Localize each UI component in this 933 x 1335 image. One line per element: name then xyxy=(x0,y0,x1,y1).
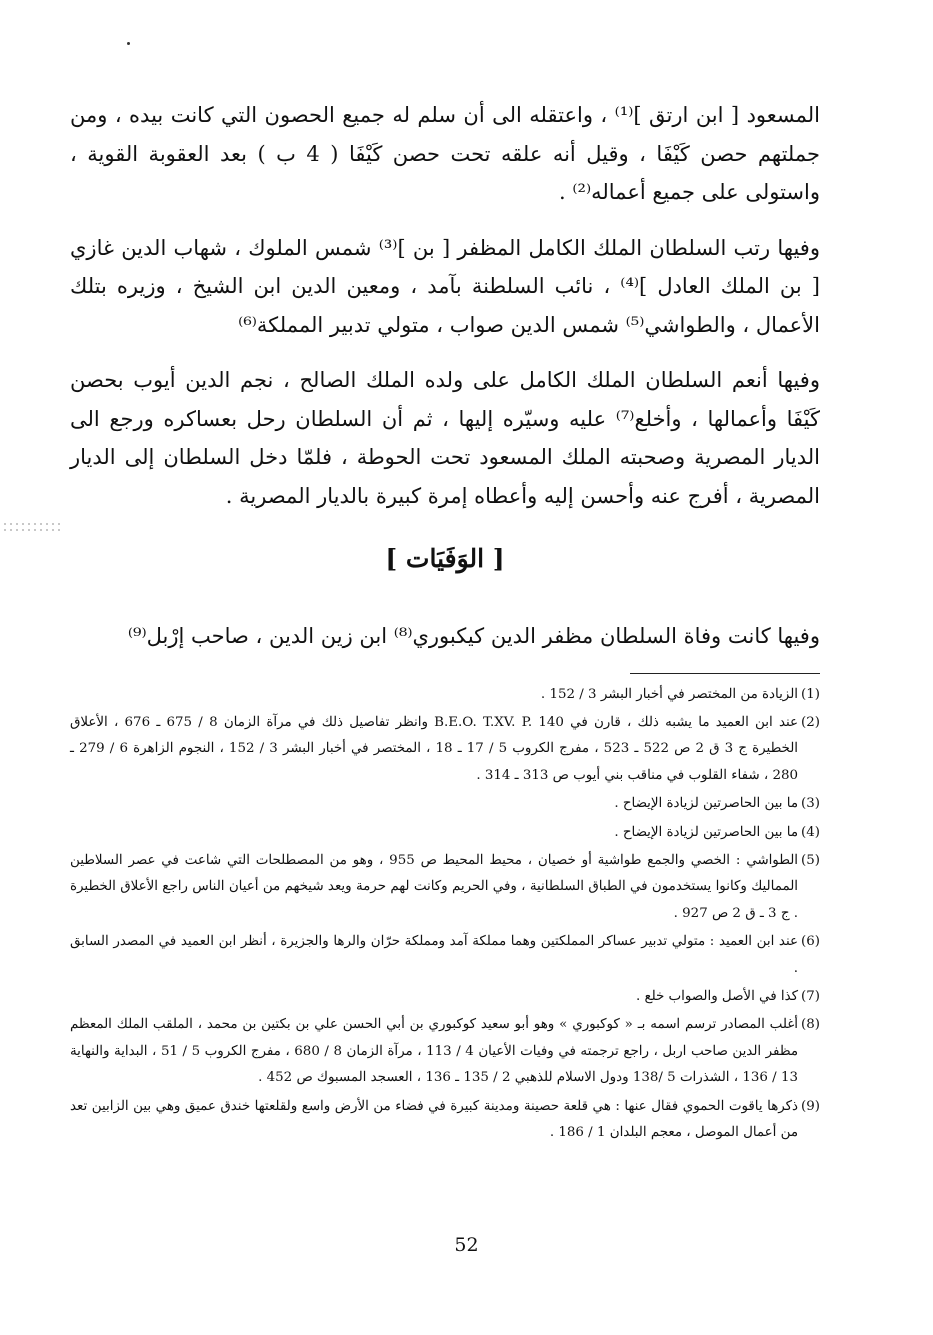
footnote-number: (9) xyxy=(801,1098,820,1114)
footnote-text: أغلب المصادر ترسم اسمه بـ « كوكبوري » وهو أبو سعيد كوكبوري بن أبي الحسن علي بن بكتين بن محمد ، الملقب الملك المعظم مظفر الدين صاحب اربل ، راجع ترجمته في وفيات الأعيان 4 / 113 ، مرآة الزمان 8 / 680 ، مفرج الكروب 5 / 51 ، البداية والنهاية 13 / 136 ، الشذرات 5 /138 ودول الاسلام للذهبي 2 / 135 ـ 136 ، العسجد المسبوك ص 452 . xyxy=(70,1017,798,1086)
footnote-text: ذكرها ياقوت الحموي فقال عنها : هي قلعة حصينة ومدينة كبيرة في فضاء من الأرض واسع ولقلعتها خندق عميق وهي بين الزابين تعد من أعمال الموصل ، معجم البلدان 1 / 186 . xyxy=(70,1098,798,1140)
footnote-text: ما بين الحاصرتين لزيادة الإيضاح . xyxy=(614,796,798,812)
footnote xyxy=(70,791,820,817)
footnote xyxy=(70,820,820,846)
scan-speck xyxy=(127,42,130,45)
footnote-text: عند ابن العميد ما يشبه ذلك ، قارن في B.E.O. T.XV. P. 140 وانظر تفاصيل ذلك في مرآة الزمان 8 / 675 ـ 676 ، الأعلاق الخطيرة ج 3 ق 2 ص 522 ـ 523 ، مفرج الكروب 5 / 17 ـ 18 ، المختصر في أخبار البشر 3 / 152 ، النجوم الزاهرة 6 / 279 ـ 280 ، شفاء القلوب في مناقب بني أيوب ص 313 ـ 314 . xyxy=(70,714,798,783)
footnote-text: كذا في الأصل والصواب خلع . xyxy=(635,988,798,1004)
footnote xyxy=(70,682,820,708)
page-number: 52 xyxy=(454,1234,479,1256)
page-body xyxy=(70,96,820,1148)
footnote-text: عند ابن العميد : متولي تدبير عساكر المملكتين وهما مملكة آمد ومملكة حرّان والرها والجزيرة ، أنظر ابن العميد في المصدر السابق . xyxy=(70,934,798,976)
footnote-text: ما بين الحاصرتين لزيادة الإيضاح . xyxy=(614,824,798,840)
paragraph-1: المسعود [ ابن ارتق ]⁽¹⁾ ، واعتقله الى أن سلم له جميع الحصون التي كانت بيده ، ومن جملتهم حصن كَيْفَا ، وقيل أنه علقه تحت حصن كَيْفَا ( 4 ب ) بعد العقوبة القوية ، واستولى على جميع أعماله⁽²⁾ . xyxy=(70,103,821,204)
footnote-divider xyxy=(630,673,820,674)
scan-margin-mark xyxy=(2,521,62,531)
paragraph-3: وفيها أنعم السلطان الملك الكامل على ولده الملك الصالح ، نجم الدين أيوب بحصن كَيْفَا وأعمالها ، وأخلع⁽⁷⁾ عليه وسيّره إليها ، ثم أن السلطان رحل بعساكره ورجع الى الديار المصرية وصحبته الملك المسعود تحت الحوطة ، فلمّا دخل السلطان إلى الديار المصرية ، أفرج عنه وأحسن إليه وأعطاه إمرة كبيرة بالديار المصرية . xyxy=(70,368,820,508)
footnote-number: (2) xyxy=(801,714,820,730)
footnotes xyxy=(70,682,820,1147)
opening-line: وفيها كانت وفاة السلطان مظفر الدين كيكبوري⁽⁸⁾ ابن زين الدين ، صاحب إرْبل⁽⁹⁾ xyxy=(127,624,820,648)
footnote-text: الزيادة من المختصر في أخبار البشر 3 / 152 . xyxy=(540,686,798,702)
footnote xyxy=(70,1094,820,1147)
footnote xyxy=(70,848,820,927)
footnote-number: (4) xyxy=(801,824,820,840)
footnote xyxy=(70,984,820,1010)
footnote-number: (3) xyxy=(801,796,820,812)
footnote-number: (8) xyxy=(801,1017,820,1033)
paragraph-2: وفيها رتب السلطان الملك الكامل المظفر [ بن ]⁽³⁾ شمس الملوك ، شهاب الدين غازي [ بن الملك العادل ]⁽⁴⁾ ، نائب السلطنة بآمد ، ومعين الدين ابن الشيخ ، وزيره بتلك الأعمال ، والطواشي⁽⁵⁾ شمس الدين صواب ، متولي تدبير المملكة⁽⁶⁾ xyxy=(70,235,820,337)
section-heading: [ الوَفَيَات ] xyxy=(385,544,505,573)
footnote-number: (7) xyxy=(801,988,820,1004)
footnote xyxy=(70,1012,820,1091)
footnote xyxy=(70,929,820,982)
footnote-number: (6) xyxy=(801,934,820,950)
footnote-text: الطواشي : الخصي والجمع طواشية أو خصيان ، محيط المحيط ص 955 ، وهو من المصطلحات التي شاعت في عصر السلاطين المماليك وكانوا يستخدمون في الطباق السلطانية ، وفي الحريم وكانت لهم حرمة ويعد شيخهم من أعيان الناس راجع الأعلاق الخطيرة . ج 3 ـ ق 2 ص 927 . xyxy=(70,852,798,921)
footnote-number: (5) xyxy=(801,852,820,868)
footnote xyxy=(70,710,820,789)
footnote-number: (1) xyxy=(801,686,820,702)
